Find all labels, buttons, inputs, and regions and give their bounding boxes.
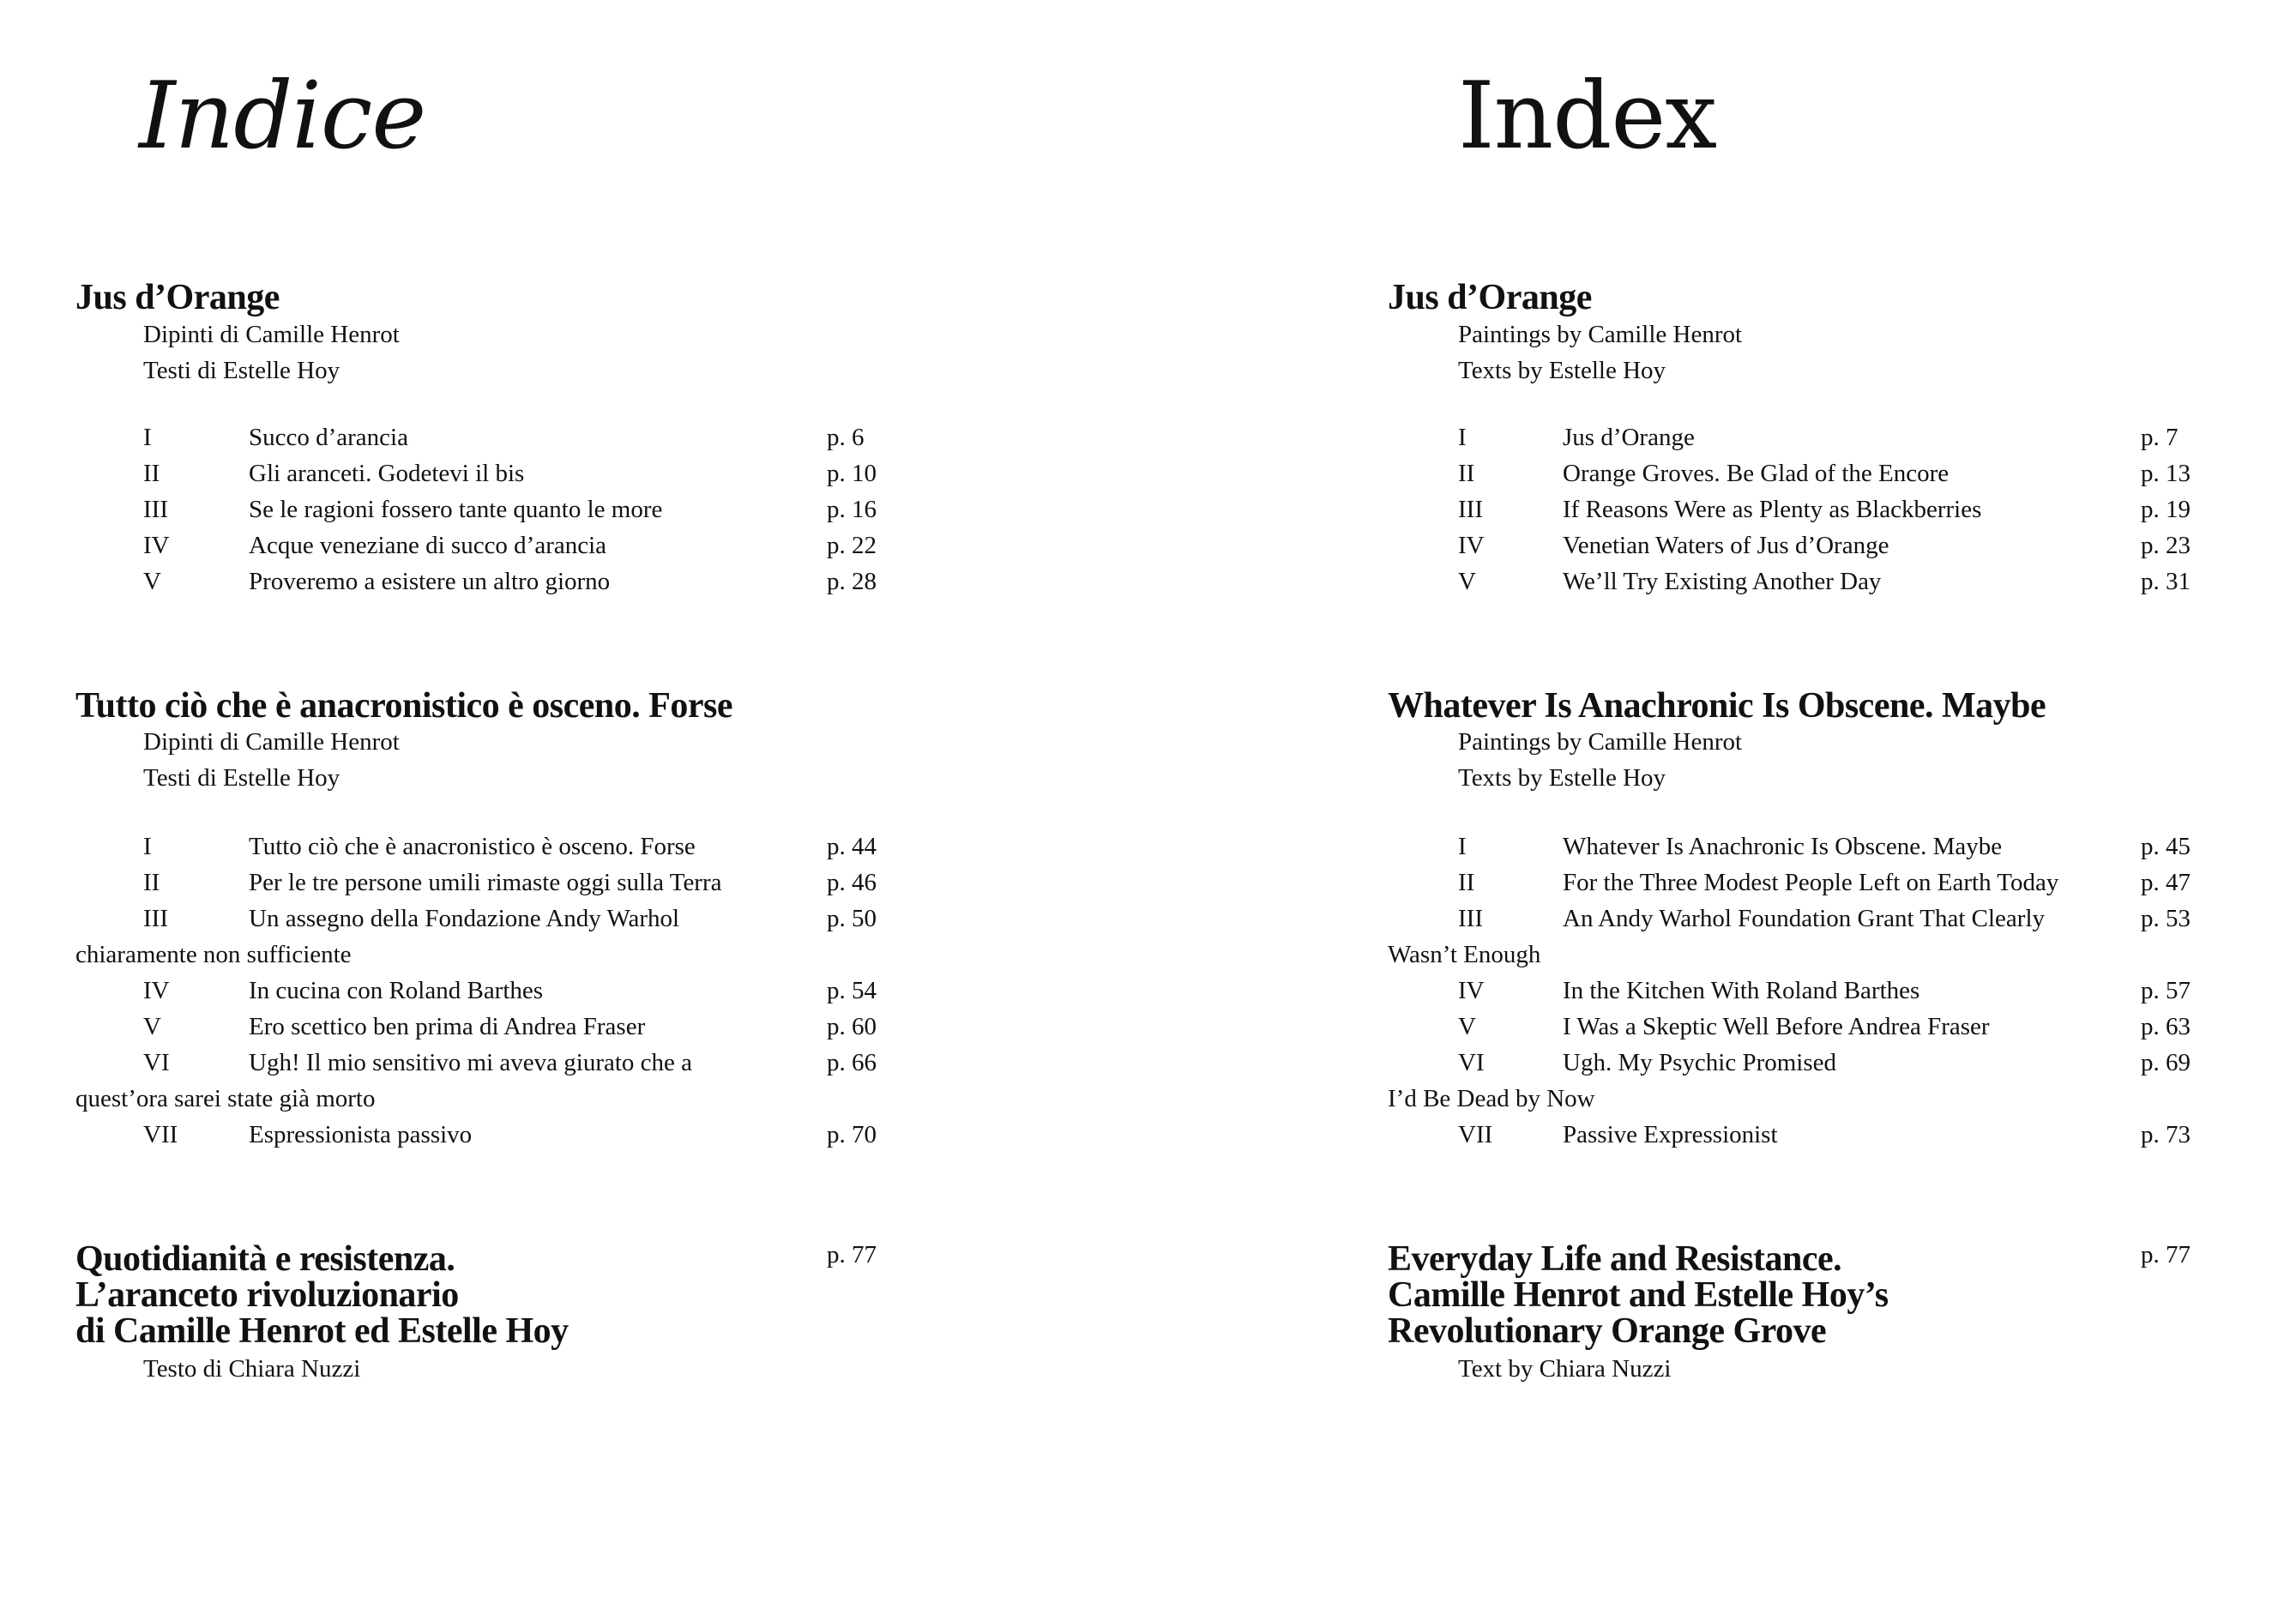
- entry-title[interactable]: For the Three Modest People Left on Earth Today: [1563, 869, 2059, 896]
- section-title: Whatever Is Anachronic Is Obscene. Maybe: [1388, 686, 2046, 726]
- entry-page: p. 57: [2141, 977, 2191, 1004]
- entry-title[interactable]: Gli aranceti. Godetevi il bis: [249, 460, 525, 487]
- entry-page: p. 16: [827, 496, 877, 523]
- entry-number: II: [1458, 460, 1475, 487]
- page-title: Index: [1458, 63, 1717, 170]
- entry-number: II: [143, 869, 160, 896]
- section-credit: Paintings by Camille Henrot: [1458, 728, 1743, 756]
- section-credit: Texts by Estelle Hoy: [1458, 357, 1666, 384]
- entry-title[interactable]: Succo d’arancia: [249, 424, 408, 451]
- section-title: Camille Henrot and Estelle Hoy’s: [1388, 1275, 1889, 1315]
- entry-number: I: [1458, 833, 1467, 860]
- entry-number: III: [1458, 905, 1483, 932]
- entry-title[interactable]: Acque veneziane di succo d’arancia: [249, 532, 607, 559]
- entry-page: p. 28: [827, 568, 877, 595]
- entry-page: p. 47: [2141, 869, 2191, 896]
- entry-title[interactable]: We’ll Try Existing Another Day: [1563, 568, 1882, 595]
- entry-number: I: [143, 833, 152, 860]
- entry-number: V: [1458, 1013, 1476, 1040]
- entry-number: IV: [143, 977, 170, 1004]
- entry-title[interactable]: Per le tre persone umili rimaste oggi sulla Terra: [249, 869, 722, 896]
- entry-title[interactable]: Se le ragioni fossero tante quanto le more: [249, 496, 663, 523]
- section-title: Revolutionary Orange Grove: [1388, 1311, 1827, 1351]
- section-credit: Testo di Chiara Nuzzi: [143, 1355, 361, 1383]
- entry-page: p. 23: [2141, 532, 2191, 559]
- entry-number: VII: [1458, 1121, 1493, 1148]
- section-title: L’aranceto rivoluzionario: [75, 1275, 459, 1315]
- entry-title[interactable]: Passive Expressionist: [1563, 1121, 1778, 1148]
- entry-page: p. 77: [2141, 1241, 2191, 1268]
- right-page: [1148, 0, 2295, 1621]
- entry-number: III: [143, 496, 168, 523]
- entry-number: I: [143, 424, 152, 451]
- entry-title[interactable]: I Was a Skeptic Well Before Andrea Fraser: [1563, 1013, 1990, 1040]
- entry-page: p. 13: [2141, 460, 2191, 487]
- section-credit: Dipinti di Camille Henrot: [143, 728, 400, 756]
- entry-title[interactable]: Proveremo a esistere un altro giorno: [249, 568, 611, 595]
- entry-number: III: [143, 905, 168, 932]
- entry-title[interactable]: Un assegno della Fondazione Andy Warhol: [249, 905, 680, 932]
- entry-title-continuation[interactable]: Wasn’t Enough: [1388, 941, 1541, 968]
- entry-title[interactable]: Jus d’Orange: [1563, 424, 1695, 451]
- entry-page: p. 50: [827, 905, 877, 932]
- entry-page: p. 6: [827, 424, 865, 451]
- entry-title[interactable]: Orange Groves. Be Glad of the Encore: [1563, 460, 1949, 487]
- entry-page: p. 31: [2141, 568, 2191, 595]
- section-title: Jus d’Orange: [1388, 278, 1592, 317]
- entry-page: p. 45: [2141, 833, 2191, 860]
- entry-number: IV: [1458, 977, 1485, 1004]
- entry-title[interactable]: Ugh. My Psychic Promised: [1563, 1049, 1836, 1076]
- entry-title[interactable]: Tutto ciò che è anacronistico è osceno. Forse: [249, 833, 696, 860]
- entry-number: III: [1458, 496, 1483, 523]
- entry-title-continuation[interactable]: chiaramente non sufficiente: [75, 941, 352, 968]
- entry-page: p. 10: [827, 460, 877, 487]
- entry-title[interactable]: Ugh! Il mio sensitivo mi aveva giurato che a: [249, 1049, 693, 1076]
- entry-number: IV: [1458, 532, 1485, 559]
- section-credit: Text by Chiara Nuzzi: [1458, 1355, 1672, 1383]
- entry-number: VI: [1458, 1049, 1485, 1076]
- section-credit: Paintings by Camille Henrot: [1458, 321, 1743, 348]
- entry-title[interactable]: An Andy Warhol Foundation Grant That Clearly: [1563, 905, 2046, 932]
- section-title: Quotidianità e resistenza.: [75, 1239, 455, 1279]
- entry-title[interactable]: Espressionista passivo: [249, 1121, 473, 1148]
- section-title: di Camille Henrot ed Estelle Hoy: [75, 1311, 569, 1351]
- entry-number: V: [143, 568, 161, 595]
- entry-number: V: [1458, 568, 1476, 595]
- entry-page: p. 60: [827, 1013, 877, 1040]
- section-credit: Testi di Estelle Hoy: [143, 764, 340, 792]
- entry-page: p. 44: [827, 833, 877, 860]
- entry-page: p. 73: [2141, 1121, 2191, 1148]
- section-credit: Texts by Estelle Hoy: [1458, 764, 1666, 792]
- section-credit: Dipinti di Camille Henrot: [143, 321, 400, 348]
- entry-number: VI: [143, 1049, 170, 1076]
- entry-page: p. 19: [2141, 496, 2191, 523]
- entry-number: V: [143, 1013, 161, 1040]
- page-title: Indice: [139, 63, 426, 170]
- entry-number: II: [1458, 869, 1475, 896]
- section-credit: Testi di Estelle Hoy: [143, 357, 340, 384]
- section-title: Jus d’Orange: [75, 278, 280, 317]
- entry-page: p. 53: [2141, 905, 2191, 932]
- entry-page: p. 63: [2141, 1013, 2191, 1040]
- entry-number: VII: [143, 1121, 178, 1148]
- entry-page: p. 77: [827, 1241, 877, 1268]
- entry-title-continuation[interactable]: I’d Be Dead by Now: [1388, 1085, 1595, 1112]
- entry-title[interactable]: Venetian Waters of Jus d’Orange: [1563, 532, 1889, 559]
- entry-page: p. 46: [827, 869, 877, 896]
- section-title: Everyday Life and Resistance.: [1388, 1239, 1842, 1279]
- entry-page: p. 66: [827, 1049, 877, 1076]
- entry-title[interactable]: If Reasons Were as Plenty as Blackberries: [1563, 496, 1982, 523]
- entry-page: p. 7: [2141, 424, 2178, 451]
- entry-page: p. 22: [827, 532, 877, 559]
- entry-page: p. 54: [827, 977, 877, 1004]
- entry-number: II: [143, 460, 160, 487]
- entry-page: p. 70: [827, 1121, 877, 1148]
- entry-title[interactable]: Ero scettico ben prima di Andrea Fraser: [249, 1013, 646, 1040]
- entry-number: IV: [143, 532, 170, 559]
- entry-title[interactable]: In the Kitchen With Roland Barthes: [1563, 977, 1920, 1004]
- entry-title[interactable]: Whatever Is Anachronic Is Obscene. Maybe: [1563, 833, 2003, 860]
- entry-page: p. 69: [2141, 1049, 2191, 1076]
- entry-title[interactable]: In cucina con Roland Barthes: [249, 977, 544, 1004]
- section-title: Tutto ciò che è anacronistico è osceno. Forse: [75, 686, 733, 726]
- entry-title-continuation[interactable]: quest’ora sarei state già morto: [75, 1085, 376, 1112]
- entry-number: I: [1458, 424, 1467, 451]
